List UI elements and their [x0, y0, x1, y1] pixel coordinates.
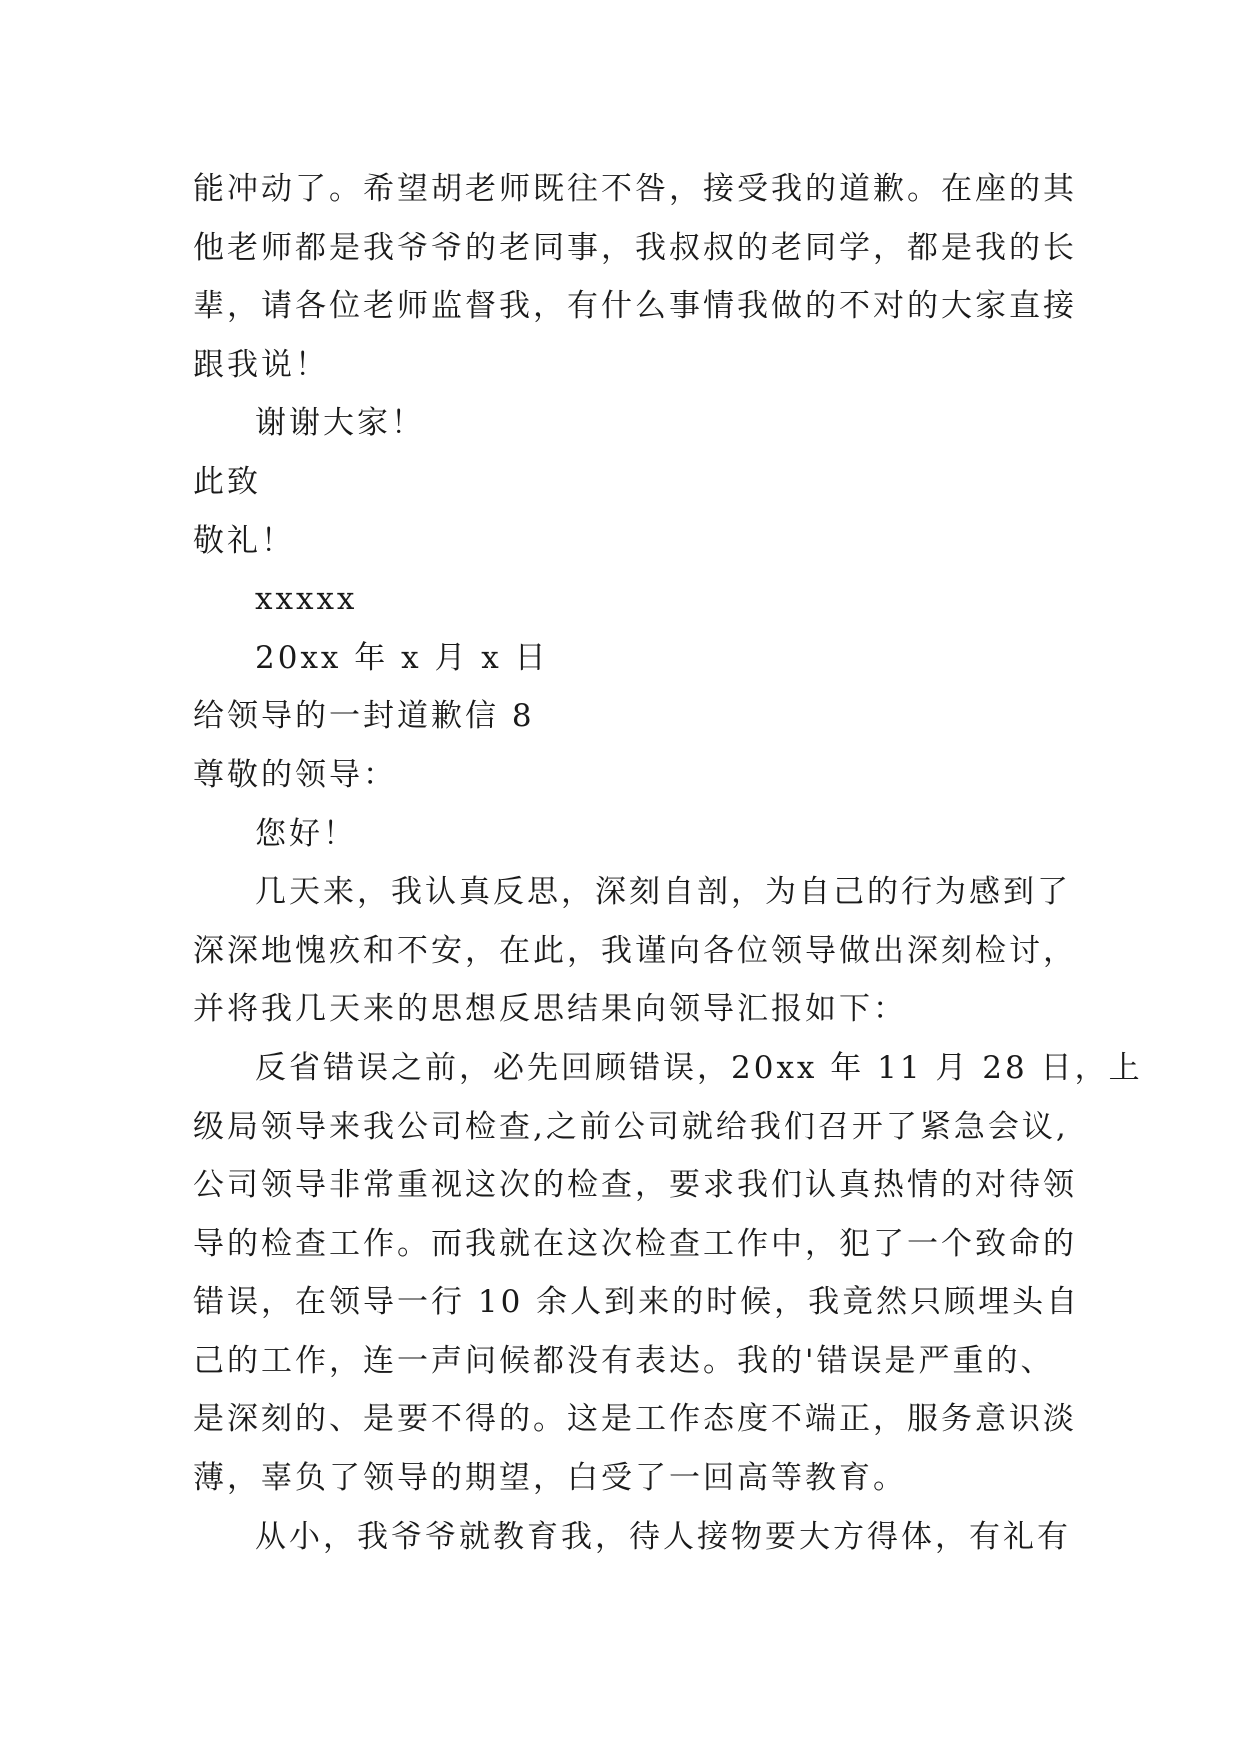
- text-line: 反省错误之前，必先回顾错误，20xx 年 11 月 28 日，上: [255, 1049, 1143, 1086]
- text-line: 跟我说！: [193, 346, 329, 383]
- text-line: 级局领导来我公司检查,之前公司就给我们召开了紧急会议,: [193, 1108, 1069, 1145]
- text-line: 能冲动了。希望胡老师既往不咎，接受我的道歉。在座的其: [193, 171, 1077, 207]
- text-line: 辈，请各位老师监督我，有什么事情我做的不对的大家直接: [193, 288, 1077, 325]
- text-line: 深深地愧疚和不安，在此，我谨向各位领导做出深刻检讨，: [193, 932, 1077, 969]
- text-line: 是深刻的、是要不得的。这是工作态度不端正，服务意识淡: [193, 1401, 1077, 1438]
- text-line: 己的工作，连一声问候都没有表达。我的'错误是严重的、: [193, 1342, 1055, 1379]
- text-line: 此致: [193, 463, 261, 500]
- signature-line: xxxxx: [255, 581, 358, 618]
- letter-body: [193, 160, 1143, 1566]
- text-line: 从小，我爷爷就教育我，待人接物要大方得体，有礼有: [255, 1518, 1071, 1555]
- section-title: 给领导的一封道歉信 8: [193, 698, 535, 735]
- text-line: 导的检查工作。而我就在这次检查工作中，犯了一个致命的: [193, 1225, 1077, 1262]
- text-line: 他老师都是我爷爷的老同事，我叔叔的老同学，都是我的长: [193, 229, 1077, 266]
- salutation: 尊敬的领导：: [193, 756, 397, 793]
- text-line: 几天来，我认真反思，深刻自剖，为自己的行为感到了: [255, 874, 1071, 911]
- text-line: 公司领导非常重视这次的检查，要求我们认真热情的对待领: [193, 1167, 1077, 1204]
- text-line: 并将我几天来的思想反思结果向领导汇报如下：: [193, 991, 907, 1028]
- date-line: 20xx 年 x 月 x 日: [255, 639, 549, 676]
- text-line: 错误，在领导一行 10 余人到来的时候，我竟然只顾埋头自: [193, 1284, 1081, 1321]
- text-line: 谢谢大家！: [255, 405, 425, 442]
- text-line: 薄，辜负了领导的期望，白受了一回高等教育。: [193, 1460, 907, 1497]
- text-line: 敬礼！: [193, 522, 295, 559]
- greeting: 您好！: [255, 815, 357, 852]
